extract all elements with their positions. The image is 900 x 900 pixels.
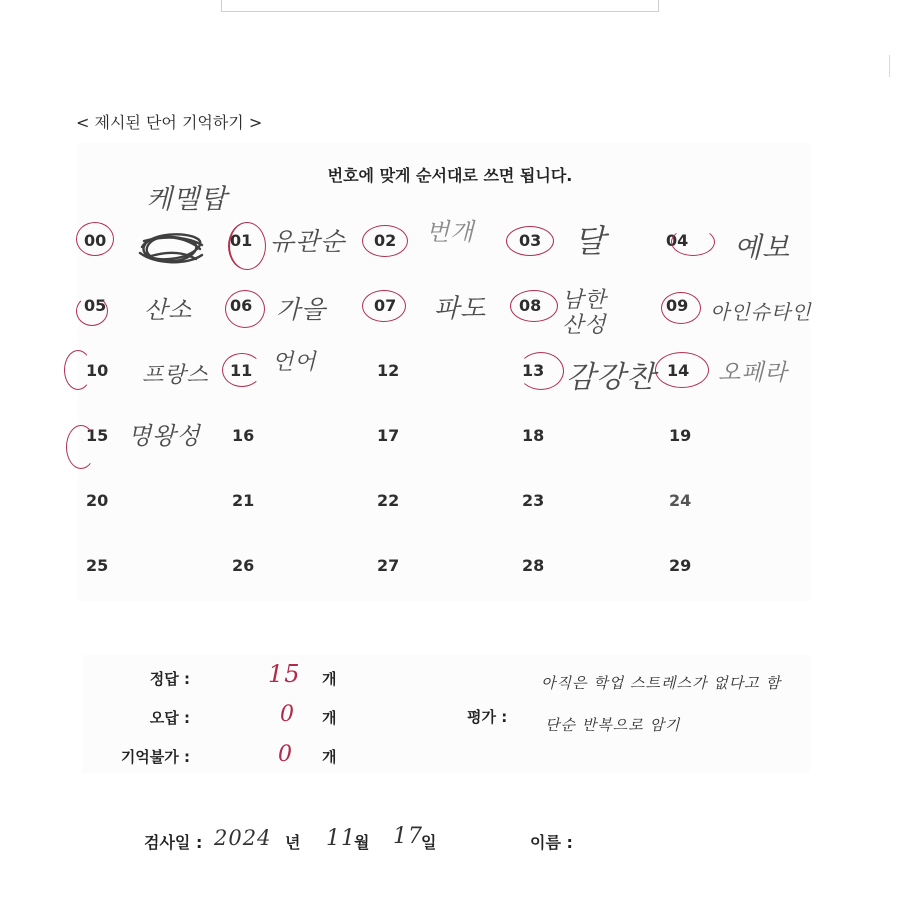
wrong-count: 0 [280,702,295,727]
correct-mark [76,222,114,256]
cell-number: 02 [374,231,397,250]
page-edge-mark [889,55,890,77]
correct-mark [362,225,408,257]
day-unit: 일 [421,833,437,852]
correct-mark [671,228,715,256]
test-date-month: 11 [326,826,356,851]
correct-mark [518,352,564,390]
cell-number: 25 [86,556,109,575]
correct-count: 15 [268,660,301,688]
unrecalled-count: 0 [278,742,293,767]
cell-number: 29 [669,556,692,575]
correct-mark [76,296,108,326]
unrecalled-label: 기억불가 : [120,748,190,766]
cell-number: 24 [669,491,692,510]
wrong-label: 오답 : [149,709,190,727]
cell-number: 15 [86,426,109,445]
name-label: 이름 : [530,833,573,852]
correct-mark [506,226,554,256]
handwritten-answer: 감강찬 [566,360,656,395]
cell-number: 13 [522,361,545,380]
handwritten-answer: 언어 [272,350,317,375]
handwritten-answer: 아인슈타인 [710,300,812,324]
year-unit: 년 [285,833,301,852]
test-date-label: 검사일 : [144,833,203,852]
evaluation-text-line1: 아직은 학업 스트레스가 없다고 함 [541,674,781,692]
test-date-day: 17 [393,824,423,849]
cell-number: 20 [86,491,109,510]
correct-mark [64,350,92,390]
handwritten-answer: 가을 [276,295,327,324]
correct-mark [66,425,96,469]
handwritten-answer: 예보 [734,231,791,264]
cell-number: 08 [519,296,542,315]
handwritten-answer: 케멜탑 [146,184,228,215]
evaluation-text-line2: 단순 반복으로 암기 [545,716,681,734]
top-header-box [221,0,659,12]
cell-number: 10 [86,361,109,380]
cell-number: 01 [230,231,253,250]
crossed-out-scribble [136,229,208,267]
cell-number: 19 [669,426,692,445]
cell-number: 05 [84,296,107,315]
cell-number: 04 [666,231,689,250]
cell-number: 11 [230,361,253,380]
cell-number: 22 [377,491,400,510]
cell-number: 09 [666,296,689,315]
section-title: < 제시된 단어 기억하기 > [76,113,263,132]
correct-mark [661,292,701,324]
evaluation-label: 평가 : [467,708,508,726]
handwritten-answer: 파도 [434,294,487,324]
correct-mark [362,290,406,322]
handwritten-answer: 프랑스 [142,363,209,388]
correct-label: 정답 : [149,670,190,688]
handwritten-answer: 남한산성 [562,288,607,338]
unit-label: 개 [322,670,337,688]
cell-number: 27 [377,556,400,575]
cell-number: 16 [232,426,255,445]
unit-label: 개 [322,709,337,727]
cell-number: 21 [232,491,255,510]
handwritten-answer: 달 [574,222,606,260]
cell-number: 17 [377,426,400,445]
cell-number: 23 [522,491,545,510]
correct-mark [228,222,266,270]
test-date-year: 2024 [214,826,272,850]
month-unit: 월 [354,833,370,852]
cell-number: 28 [522,556,545,575]
handwritten-answer: 유관순 [270,227,346,256]
cell-number: 00 [84,231,107,250]
handwritten-answer: 명왕성 [128,422,201,450]
handwritten-answer: 산소 [144,296,193,324]
cell-number: 18 [522,426,545,445]
cell-number: 12 [377,361,400,380]
cell-number: 14 [667,361,690,380]
correct-mark [222,353,262,387]
unit-label: 개 [322,748,337,766]
handwritten-answer: 오페라 [718,360,788,386]
correct-mark [655,352,709,388]
correct-mark [225,290,265,328]
handwritten-answer: 번개 [426,218,475,246]
cell-number: 26 [232,556,255,575]
cell-number: 03 [519,231,542,250]
instruction-text: 번호에 맞게 순서대로 쓰면 됩니다. [327,166,573,185]
correct-mark [510,290,558,322]
cell-number: 06 [230,296,253,315]
cell-number: 07 [374,296,397,315]
